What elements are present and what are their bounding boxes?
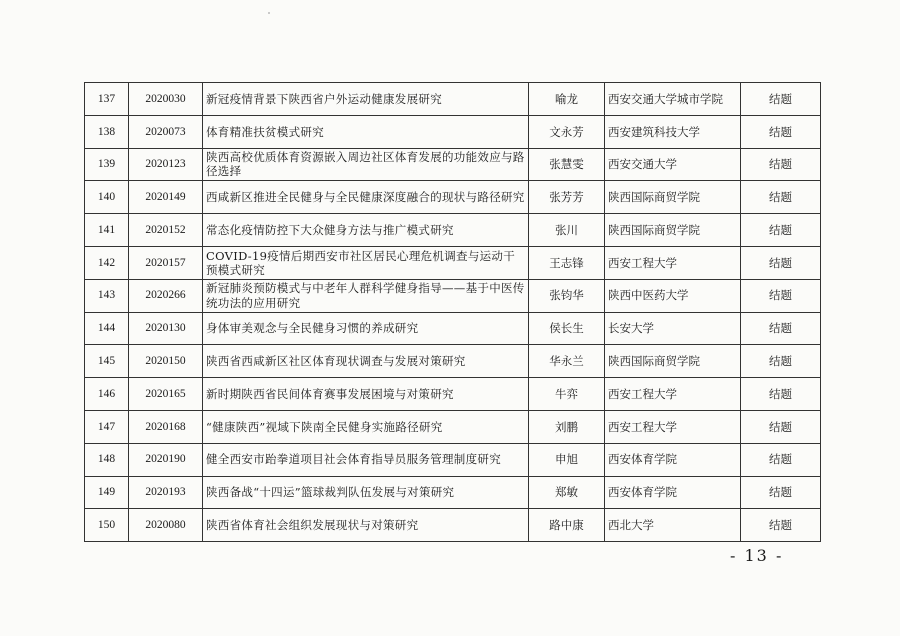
project-status: 结题 xyxy=(741,115,821,148)
project-status: 结题 xyxy=(741,214,821,247)
page-number: - 13 - xyxy=(730,546,784,565)
project-code: 2020266 xyxy=(129,279,203,312)
project-status: 结题 xyxy=(741,443,821,476)
project-status: 结题 xyxy=(741,509,821,542)
project-leader: 申旭 xyxy=(529,443,605,476)
project-leader: 华永兰 xyxy=(529,345,605,378)
project-title: 陕西高校优质体育资源嵌入周边社区体育发展的功能效应与路径选择 xyxy=(203,148,529,181)
row-number: 144 xyxy=(85,312,129,345)
project-code: 2020152 xyxy=(129,214,203,247)
project-status: 结题 xyxy=(741,246,821,279)
project-unit: 西安交通大学 xyxy=(605,148,741,181)
project-unit: 西安体育学院 xyxy=(605,443,741,476)
project-unit: 西安工程大学 xyxy=(605,378,741,411)
project-unit: 西安建筑科技大学 xyxy=(605,115,741,148)
table-row xyxy=(85,312,821,345)
row-number: 148 xyxy=(85,443,129,476)
project-code: 2020165 xyxy=(129,378,203,411)
row-number: 138 xyxy=(85,115,129,148)
table-row xyxy=(85,443,821,476)
project-status: 结题 xyxy=(741,378,821,411)
row-number: 140 xyxy=(85,181,129,214)
project-status: 结题 xyxy=(741,410,821,443)
row-number: 147 xyxy=(85,410,129,443)
scan-speck xyxy=(268,12,270,14)
project-leader: 张慧雯 xyxy=(529,148,605,181)
row-number: 137 xyxy=(85,83,129,116)
table-row xyxy=(85,279,821,312)
row-number: 141 xyxy=(85,214,129,247)
row-number: 139 xyxy=(85,148,129,181)
row-number: 146 xyxy=(85,378,129,411)
project-leader: 张钧华 xyxy=(529,279,605,312)
project-leader: 牛弈 xyxy=(529,378,605,411)
project-leader: 王志锋 xyxy=(529,246,605,279)
project-code: 2020190 xyxy=(129,443,203,476)
project-code: 2020123 xyxy=(129,148,203,181)
project-unit: 陕西国际商贸学院 xyxy=(605,181,741,214)
project-code: 2020130 xyxy=(129,312,203,345)
project-status: 结题 xyxy=(741,312,821,345)
project-unit: 西安交通大学城市学院 xyxy=(605,83,741,116)
row-number: 143 xyxy=(85,279,129,312)
table-row xyxy=(85,148,821,181)
project-leader: 文永芳 xyxy=(529,115,605,148)
project-unit: 西安工程大学 xyxy=(605,410,741,443)
project-leader: 刘鹏 xyxy=(529,410,605,443)
project-status: 结题 xyxy=(741,83,821,116)
project-title: COVID-19疫情后期西安市社区居民心理危机调查与运动干预模式研究 xyxy=(203,246,529,279)
project-leader: 路中康 xyxy=(529,509,605,542)
project-leader: 张川 xyxy=(529,214,605,247)
row-number: 150 xyxy=(85,509,129,542)
project-status: 结题 xyxy=(741,148,821,181)
project-title: 陕西备战“十四运”篮球裁判队伍发展与对策研究 xyxy=(203,476,529,509)
table-row xyxy=(85,410,821,443)
project-code: 2020150 xyxy=(129,345,203,378)
project-title: 新冠疫情背景下陕西省户外运动健康发展研究 xyxy=(203,83,529,116)
project-title: 常态化疫情防控下大众健身方法与推广模式研究 xyxy=(203,214,529,247)
project-code: 2020193 xyxy=(129,476,203,509)
project-unit: 西北大学 xyxy=(605,509,741,542)
project-status: 结题 xyxy=(741,279,821,312)
table-row xyxy=(85,509,821,542)
table-body xyxy=(85,83,821,542)
project-unit: 西安工程大学 xyxy=(605,246,741,279)
project-results-table xyxy=(84,82,821,542)
project-status: 结题 xyxy=(741,181,821,214)
project-code: 2020149 xyxy=(129,181,203,214)
table-row xyxy=(85,181,821,214)
project-title: 新时期陕西省民间体育赛事发展困境与对策研究 xyxy=(203,378,529,411)
project-code: 2020080 xyxy=(129,509,203,542)
table-row xyxy=(85,83,821,116)
project-unit: 陕西国际商贸学院 xyxy=(605,345,741,378)
project-code: 2020168 xyxy=(129,410,203,443)
project-leader: 张芳芳 xyxy=(529,181,605,214)
project-title: 新冠肺炎预防模式与中老年人群科学健身指导——基于中医传统功法的应用研究 xyxy=(203,279,529,312)
project-title: 身体审美观念与全民健身习惯的养成研究 xyxy=(203,312,529,345)
table-row xyxy=(85,378,821,411)
project-title: “健康陕西”视域下陕南全民健身实施路径研究 xyxy=(203,410,529,443)
project-title: 健全西安市跆拳道项目社会体育指导员服务管理制度研究 xyxy=(203,443,529,476)
table-row xyxy=(85,476,821,509)
project-title: 西咸新区推进全民健身与全民健康深度融合的现状与路径研究 xyxy=(203,181,529,214)
project-leader: 郑敏 xyxy=(529,476,605,509)
project-unit: 陕西国际商贸学院 xyxy=(605,214,741,247)
project-unit: 西安体育学院 xyxy=(605,476,741,509)
table-row xyxy=(85,214,821,247)
project-status: 结题 xyxy=(741,345,821,378)
row-number: 149 xyxy=(85,476,129,509)
project-leader: 侯长生 xyxy=(529,312,605,345)
project-code: 2020030 xyxy=(129,83,203,116)
row-number: 142 xyxy=(85,246,129,279)
project-status: 结题 xyxy=(741,476,821,509)
project-unit: 陕西中医药大学 xyxy=(605,279,741,312)
project-unit: 长安大学 xyxy=(605,312,741,345)
table-row xyxy=(85,246,821,279)
project-title: 体育精准扶贫模式研究 xyxy=(203,115,529,148)
project-leader: 喻龙 xyxy=(529,83,605,116)
project-title: 陕西省西咸新区社区体育现状调查与发展对策研究 xyxy=(203,345,529,378)
table-row xyxy=(85,345,821,378)
row-number: 145 xyxy=(85,345,129,378)
project-code: 2020073 xyxy=(129,115,203,148)
table-row xyxy=(85,115,821,148)
project-title: 陕西省体育社会组织发展现状与对策研究 xyxy=(203,509,529,542)
project-code: 2020157 xyxy=(129,246,203,279)
